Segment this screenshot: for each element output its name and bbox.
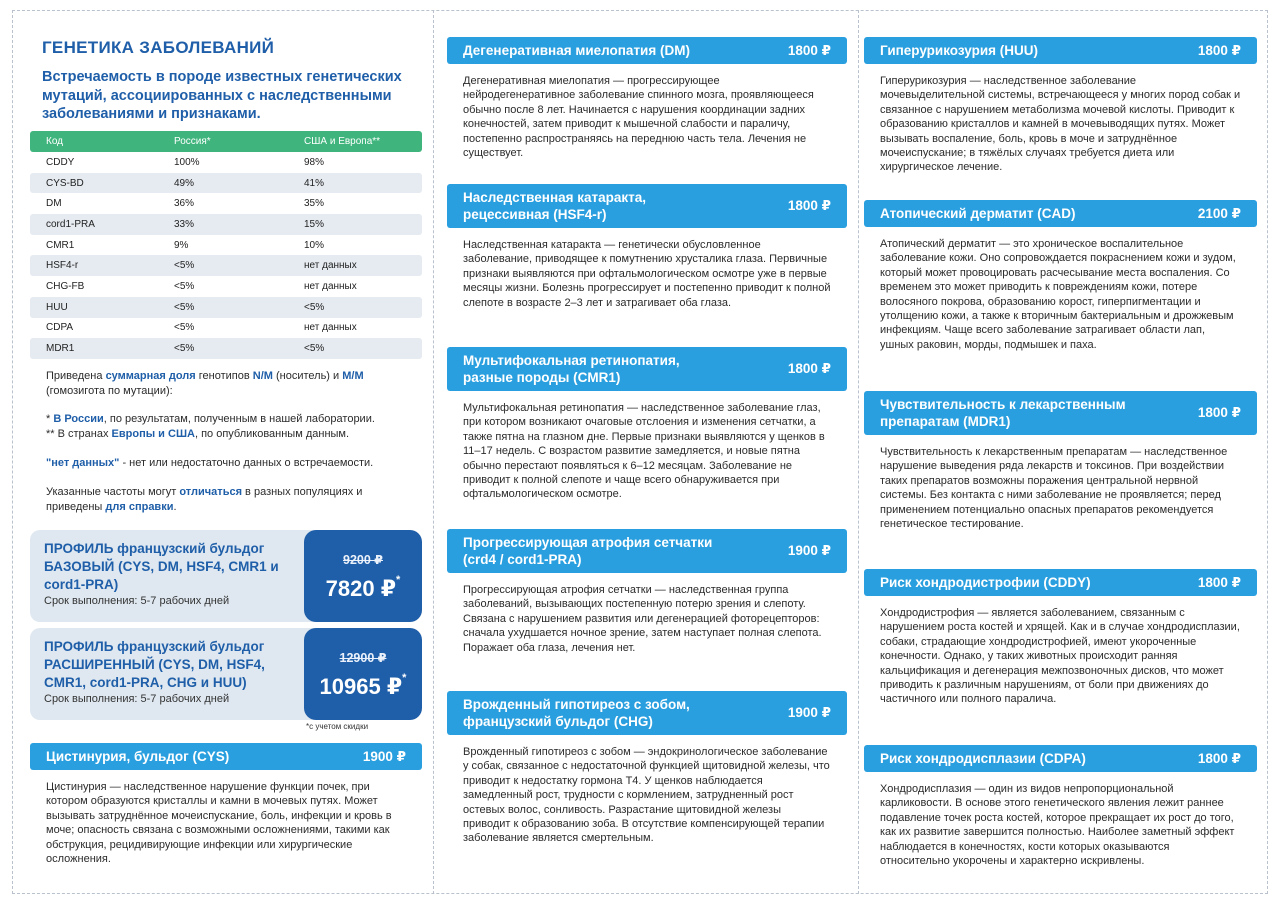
test-cmr1-description: Мультифокальная ретинопатия — наследственное заболевание глаз, при котором возникают очаговые отслоения и изменения сетчатки, а также пятна на глазном дне. Первые признаки выявляются у щенков в 11–17 недель. С возрастом развитие замедляется, и новые пятна обычно перестают появляться к 6–12 месяцам. Заболевание не приводит к полной слепоте и чаще всего обнаруживается при офтальмологическом осмотре. xyxy=(463,402,825,501)
test-chg xyxy=(447,691,847,846)
cell-usa-europe: нет данных xyxy=(304,280,357,292)
test-pra xyxy=(447,529,847,655)
table-row xyxy=(30,255,422,276)
cell-russia: 100% xyxy=(174,156,200,168)
profile-basic-old-price: 9200 ₽ xyxy=(343,553,383,567)
profile-extended-title: ПРОФИЛЬ французский бульдог РАСШИРЕННЫЙ (CYS, DM, HSF4, CMR1, cord1-PRA, CHG и HUU) xyxy=(44,639,265,690)
cell-code: CYS-BD xyxy=(30,173,158,194)
test-mdr1-title: Чувствительность к лекарственным препаратам (MDR1) xyxy=(880,397,1126,429)
test-huu xyxy=(864,37,1257,175)
test-hsf4-title: Наследственная катаракта, рецессивная (HSF4-r) xyxy=(463,190,647,222)
cell-code: DM xyxy=(46,198,62,210)
table-row xyxy=(30,318,422,339)
cell-russia: 49% xyxy=(158,173,288,194)
page-subtitle: Встречаемость в породе известных генетических мутаций, ассоциированных с наследственными заболеваниями и признаками. xyxy=(42,69,402,122)
page-title: ГЕНЕТИКА ЗАБОЛЕВАНИЙ xyxy=(42,38,275,57)
header-usa-europe: США и Европа** xyxy=(288,131,422,152)
cell-code: HUU xyxy=(30,297,158,318)
test-hsf4-description: Наследственная катаракта — генетически обусловленное заболевание, приводящее к помутнению хрусталика глаза. Первичные признаки выявляются при офтальмологическом осмотре уже в первые месяцы жизни. Болезнь прогрессирует и постепенно приводит к полной слепоте в возрасте 2–3 лет и затрагивает оба глаза. xyxy=(463,239,831,309)
test-huu-price: 1800 ₽ xyxy=(1197,42,1241,58)
cell-russia: <5% xyxy=(158,255,288,276)
test-pra-title: Прогрессирующая атрофия сетчатки (crd4 / cord1-PRA) xyxy=(463,535,713,567)
test-cad-title: Атопический дерматит (CAD) xyxy=(880,206,1076,221)
test-cys-header[interactable] xyxy=(30,743,422,770)
test-dm xyxy=(447,37,847,160)
profile-extended[interactable] xyxy=(30,628,422,720)
test-cmr1-title: Мультифокальная ретинопатия, разные породы (CMR1) xyxy=(463,353,680,385)
test-cddy-description: Хондродистрофия — является заболеванием, связанным с нарушением роста костей и хрящей. Как и в случае хондродисплазии, собаки, страдающие хондродистрофией, имеют укороченные конечности. Однако, у таких животных происходит ранняя кальцификация и дегенерация межпозвоночных дисков, что может приводить к различным нарушениям, от боли при движениях до частичного или полного паралича. xyxy=(880,607,1240,706)
test-dm-description: Дегенеративная миелопатия — прогрессирующее нейродегенеративное заболевание спинного мозга, проявляющееся обычно после 8 лет. Начинается с нарушения координации задних конечностей, затем приводит к мышечной слабости и параличу, постепенно распространяясь на переднюю часть тела. Лечения не существует. xyxy=(463,75,814,160)
cell-code: CMR1 xyxy=(46,239,75,251)
test-cad xyxy=(864,200,1257,352)
fold-line-2 xyxy=(858,10,859,894)
table-row xyxy=(30,173,422,194)
test-cddy xyxy=(864,569,1257,707)
table-row xyxy=(30,276,422,297)
cell-code: cord1-PRA xyxy=(30,214,158,235)
test-cdpa-price: 1800 ₽ xyxy=(1197,750,1241,766)
table-row xyxy=(30,152,422,173)
profile-extended-info xyxy=(30,628,340,720)
test-cad-price: 2100 ₽ xyxy=(1197,205,1241,221)
cell-code: CDPA xyxy=(46,322,74,334)
cell-russia: 9% xyxy=(174,239,189,251)
profile-extended-old-price: 12900 ₽ xyxy=(339,651,387,665)
test-cmr1-price: 1800 ₽ xyxy=(787,361,831,376)
test-hsf4 xyxy=(447,184,847,310)
test-cdpa-header[interactable] xyxy=(864,745,1257,772)
test-chg-price: 1900 ₽ xyxy=(787,705,831,720)
note-russia: * В России, по результатам, полученным в нашей лаборатории. xyxy=(46,413,375,425)
note-no-data: "нет данных" - нет или недостаточно данных о встречаемости. xyxy=(46,457,374,469)
note-genotypes: Приведена суммарная доля генотипов N/M (носитель) и M/M (гомозигота по мутации): xyxy=(46,370,364,397)
test-cdpa-title: Риск хондродисплазии (CDPA) xyxy=(880,751,1086,766)
test-pra-description: Прогрессирующая атрофия сетчатки — наследственная группа заболеваний, вызывающих постепенную потерю зрения и слепоту. Связана с нарушением развития или дегенерацией фоторецепторов: сначала ухудшается ночное зрение, затем наступает полная слепота. Поражает оба глаза, лечения нет. xyxy=(463,584,822,654)
cell-code: MDR1 xyxy=(30,338,158,359)
test-dm-price: 1800 ₽ xyxy=(787,42,831,58)
test-pra-price: 1900 ₽ xyxy=(787,543,831,558)
cell-usa-europe: <5% xyxy=(288,338,422,359)
test-chg-description: Врожденный гипотиреоз с зобом — эндокринологическое заболевание у собак, связанное с недостаточной функцией щитовидной железы, что приводит к недостатку гормона Т4. У щенков наблюдается замедленный рост, трудности с кормлением, затрудненный рост остевых волос, сонливость. Разрастание щитовидной железы приводит к образованию зоба. В отсутствие компенсирующей терапии заболевание является смертельным. xyxy=(463,746,830,845)
test-chg-header[interactable] xyxy=(447,691,847,735)
cell-russia: 33% xyxy=(158,214,288,235)
test-cmr1 xyxy=(447,347,847,502)
note-frequencies: Указанные частоты могут отличаться в разных популяциях и приведены для справки. xyxy=(46,486,363,513)
profile-extended-term: Срок выполнения: 5-7 рабочих дней xyxy=(44,693,230,705)
table-row xyxy=(30,297,422,318)
profile-basic-term: Срок выполнения: 5-7 рабочих дней xyxy=(44,595,230,607)
table-row xyxy=(30,193,422,214)
frequency-table xyxy=(30,131,422,359)
table-header-row xyxy=(30,131,422,152)
test-dm-title: Дегенеративная миелопатия (DM) xyxy=(463,43,690,58)
note-usa-europe: ** В странах Европы и США, по опубликованным данным. xyxy=(46,428,350,440)
test-cys-price: 1900 ₽ xyxy=(362,748,406,764)
fold-line-1 xyxy=(433,10,434,894)
test-cys-title: Цистинурия, бульдог (CYS) xyxy=(46,749,230,764)
profile-extended-new-price: 10965 ₽* xyxy=(319,672,407,699)
test-mdr1-header[interactable] xyxy=(864,391,1257,435)
cell-usa-europe: нет данных xyxy=(304,322,357,334)
profile-basic-new-price: 7820 ₽* xyxy=(325,574,401,601)
cell-usa-europe: 35% xyxy=(304,198,325,210)
test-pra-header[interactable] xyxy=(447,529,847,573)
profile-extended-price-box xyxy=(304,628,422,720)
test-huu-description: Гиперурикозурия — наследственное заболевание мочевыделительной системы, встречающееся у многих пород собак и связанное с нарушением метаболизма мочевой кислоты. Приводит к образованию кристаллов и камней в мочевыводящих путях. Может вызывать воспаление, боль, кровь в моче и затруднённое мочеиспускание; в тяжёлых случаях требуется диета или хирургическое лечение. xyxy=(880,75,1241,174)
cell-usa-europe: нет данных xyxy=(288,255,422,276)
profile-basic-price-box xyxy=(304,530,422,622)
test-cdpa-description: Хондродисплазия — один из видов непропорциональной карликовости. В основе этого генетического явления лежит раннее подавление точек роста костей, которое прекращает их рост до того, как их развитие завершится полностью. Наиболее заметный эффект наблюдается в конечностях, кости которых оказываются относительно укорочены и характерно искривлены. xyxy=(880,783,1235,868)
test-huu-title: Гиперурикозурия (HUU) xyxy=(880,43,1038,58)
test-cmr1-header[interactable] xyxy=(447,347,847,391)
test-cad-description: Атопический дерматит — это хроническое воспалительное заболевание кожи. Оно сопровождается покраснением кожи и зудом, который может провоцировать расчесывание места воспаления. Со временем это может приводить к повреждениям кожи, потере волосяного покрова, образованию корост, гиперпигментации и утолщению кожи, а также к вторичным бактериальным и дрожжевым инфекциям. Чаще всего заболевание затрагивает области лап, ушных раковин, морды, подмышек и паха. xyxy=(880,238,1236,351)
test-cys xyxy=(30,743,422,866)
cell-usa-europe: 41% xyxy=(288,173,422,194)
test-huu-header[interactable] xyxy=(864,37,1257,64)
test-cys-description: Цистинурия — наследственное нарушение функции почек, при котором образуются кристаллы и камни в мочевых путях. Может вызывать затруднённое мочеиспускание, боль, инфекции и кровь в моче; опасность связана с возможными осложнениями, такими как обструкция, рецидивирующие инфекции или хирургические осложнения. xyxy=(46,781,392,866)
cell-usa-europe: 10% xyxy=(304,239,325,251)
header-code: Код xyxy=(30,131,158,152)
cell-russia: <5% xyxy=(174,280,195,292)
cell-russia: <5% xyxy=(158,297,288,318)
test-mdr1-price: 1800 ₽ xyxy=(1197,405,1241,420)
table-row xyxy=(30,338,422,359)
test-cddy-title: Риск хондродистрофии (CDDY) xyxy=(880,575,1091,590)
profile-basic-info xyxy=(30,530,340,622)
test-dm-header[interactable] xyxy=(447,37,847,64)
cell-russia: 36% xyxy=(174,198,195,210)
test-cddy-header[interactable] xyxy=(864,569,1257,596)
cell-code: HSF4-r xyxy=(30,255,158,276)
test-cdpa xyxy=(864,745,1257,868)
cell-code: CHG-FB xyxy=(46,280,85,292)
cell-usa-europe: 15% xyxy=(288,214,422,235)
cell-code: CDDY xyxy=(46,156,75,168)
cell-usa-europe: 98% xyxy=(304,156,325,168)
test-chg-title: Врожденный гипотиреоз с зобом, французский бульдог (CHG) xyxy=(463,697,690,729)
test-cad-header[interactable] xyxy=(864,200,1257,227)
table-row xyxy=(30,214,422,235)
table-row xyxy=(30,235,422,256)
cell-usa-europe: <5% xyxy=(288,297,422,318)
cell-russia: <5% xyxy=(158,338,288,359)
test-hsf4-header[interactable] xyxy=(447,184,847,228)
test-cddy-price: 1800 ₽ xyxy=(1197,574,1241,590)
test-mdr1 xyxy=(864,391,1257,531)
cell-russia: <5% xyxy=(174,322,195,334)
discount-note: *с учетом скидки xyxy=(306,722,369,731)
header-russia: Россия* xyxy=(158,131,288,152)
test-mdr1-description: Чувствительность к лекарственным препаратам — наследственное нарушение выведения ряда лекарств и токсинов. При воздействии таких препаратов возможны поражения центральной нервной системы. Без контакта с ними заболевание не проявляется; перед применением потенциально опасных препаратов рекомендуется генетическое тестирование. xyxy=(880,446,1228,531)
profile-basic-title: ПРОФИЛЬ французский бульдог БАЗОВЫЙ (CYS, DM, HSF4, CMR1 и cord1-PRA) xyxy=(44,541,279,592)
profile-basic[interactable] xyxy=(30,530,422,622)
test-hsf4-price: 1800 ₽ xyxy=(787,198,831,213)
